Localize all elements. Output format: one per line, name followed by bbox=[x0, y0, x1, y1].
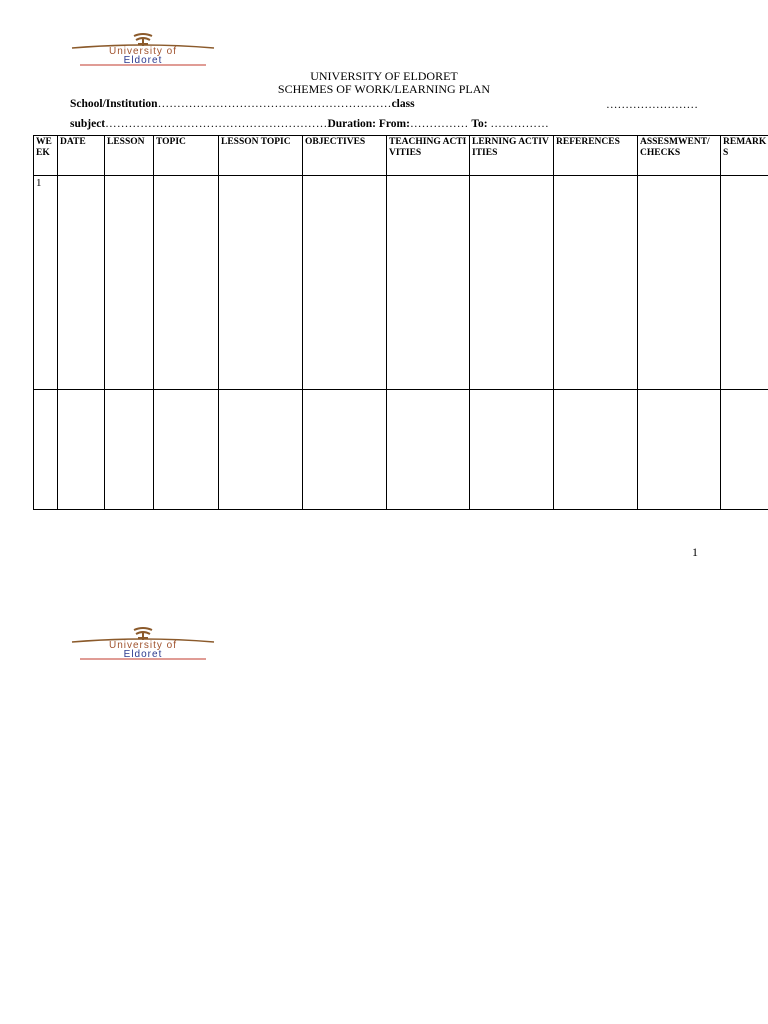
header-references: REFERENCES bbox=[554, 136, 638, 176]
scheme-table bbox=[33, 135, 768, 510]
header-learning-activities: LERNING ACTIVITIES bbox=[470, 136, 554, 176]
class-field[interactable]: …………………… bbox=[606, 99, 698, 111]
objectives-cell[interactable] bbox=[303, 390, 387, 510]
table-header-row bbox=[34, 136, 768, 176]
header-remarks: REMARKS bbox=[721, 136, 768, 176]
objectives-cell[interactable] bbox=[303, 176, 387, 390]
topic-cell[interactable] bbox=[154, 390, 219, 510]
university-logo bbox=[70, 32, 216, 66]
page-number: 1 bbox=[692, 545, 698, 559]
school-line bbox=[70, 97, 415, 111]
svg-text:University of: University of bbox=[108, 640, 178, 651]
subject-label: subject bbox=[70, 118, 106, 130]
remarks-cell[interactable] bbox=[721, 176, 768, 390]
teaching-activities-cell[interactable] bbox=[387, 390, 470, 510]
header-teaching-activities: TEACHING ACTIVITIES bbox=[387, 136, 470, 176]
university-logo bbox=[70, 626, 216, 660]
assessment-cell[interactable] bbox=[638, 176, 721, 390]
header-topic: TOPIC bbox=[154, 136, 219, 176]
document-title: SCHEMES OF WORK/LEARNING PLAN bbox=[277, 82, 491, 96]
header-assessment-checks: ASSESMWENT/ CHECKS bbox=[638, 136, 721, 176]
references-cell[interactable] bbox=[554, 176, 638, 390]
remarks-cell[interactable] bbox=[721, 390, 768, 510]
lesson-topic-cell[interactable] bbox=[219, 390, 303, 510]
university-name: UNIVERSITY OF ELDORET bbox=[310, 69, 458, 83]
learning-activities-cell[interactable] bbox=[470, 390, 554, 510]
svg-text:Eldoret: Eldoret bbox=[123, 649, 163, 660]
lesson-cell[interactable] bbox=[105, 390, 154, 510]
header-objectives: OBJECTIVES bbox=[303, 136, 387, 176]
header-lesson: LESSON bbox=[105, 136, 154, 176]
school-field[interactable]: …………………………………………………… bbox=[157, 98, 392, 110]
learning-activities-cell[interactable] bbox=[470, 176, 554, 390]
date-cell[interactable] bbox=[58, 390, 105, 510]
table-row bbox=[34, 176, 768, 390]
class-label: class bbox=[391, 98, 415, 110]
svg-text:Eldoret: Eldoret bbox=[123, 55, 163, 66]
to-label: To: bbox=[471, 118, 488, 130]
header-week: WEEK bbox=[34, 136, 58, 176]
teaching-activities-cell[interactable] bbox=[387, 176, 470, 390]
assessment-cell[interactable] bbox=[638, 390, 721, 510]
table-row bbox=[34, 390, 768, 510]
lesson-topic-cell[interactable] bbox=[219, 176, 303, 390]
lesson-cell[interactable] bbox=[105, 176, 154, 390]
week-cell[interactable]: 1 bbox=[34, 176, 58, 390]
references-cell[interactable] bbox=[554, 390, 638, 510]
header-date: DATE bbox=[58, 136, 105, 176]
school-label: School/Institution bbox=[70, 98, 158, 110]
to-field[interactable]: …………… bbox=[490, 118, 549, 130]
from-field[interactable]: …………… bbox=[409, 118, 469, 130]
svg-text:University of: University of bbox=[108, 46, 178, 57]
date-cell[interactable] bbox=[58, 176, 105, 390]
subject-field[interactable]: ………………………………………………… bbox=[105, 118, 328, 130]
duration-from-label: Duration: From: bbox=[327, 118, 410, 130]
header-lesson-topic: LESSON TOPIC bbox=[219, 136, 303, 176]
week-cell[interactable] bbox=[34, 390, 58, 510]
topic-cell[interactable] bbox=[154, 176, 219, 390]
subject-line bbox=[70, 117, 549, 131]
